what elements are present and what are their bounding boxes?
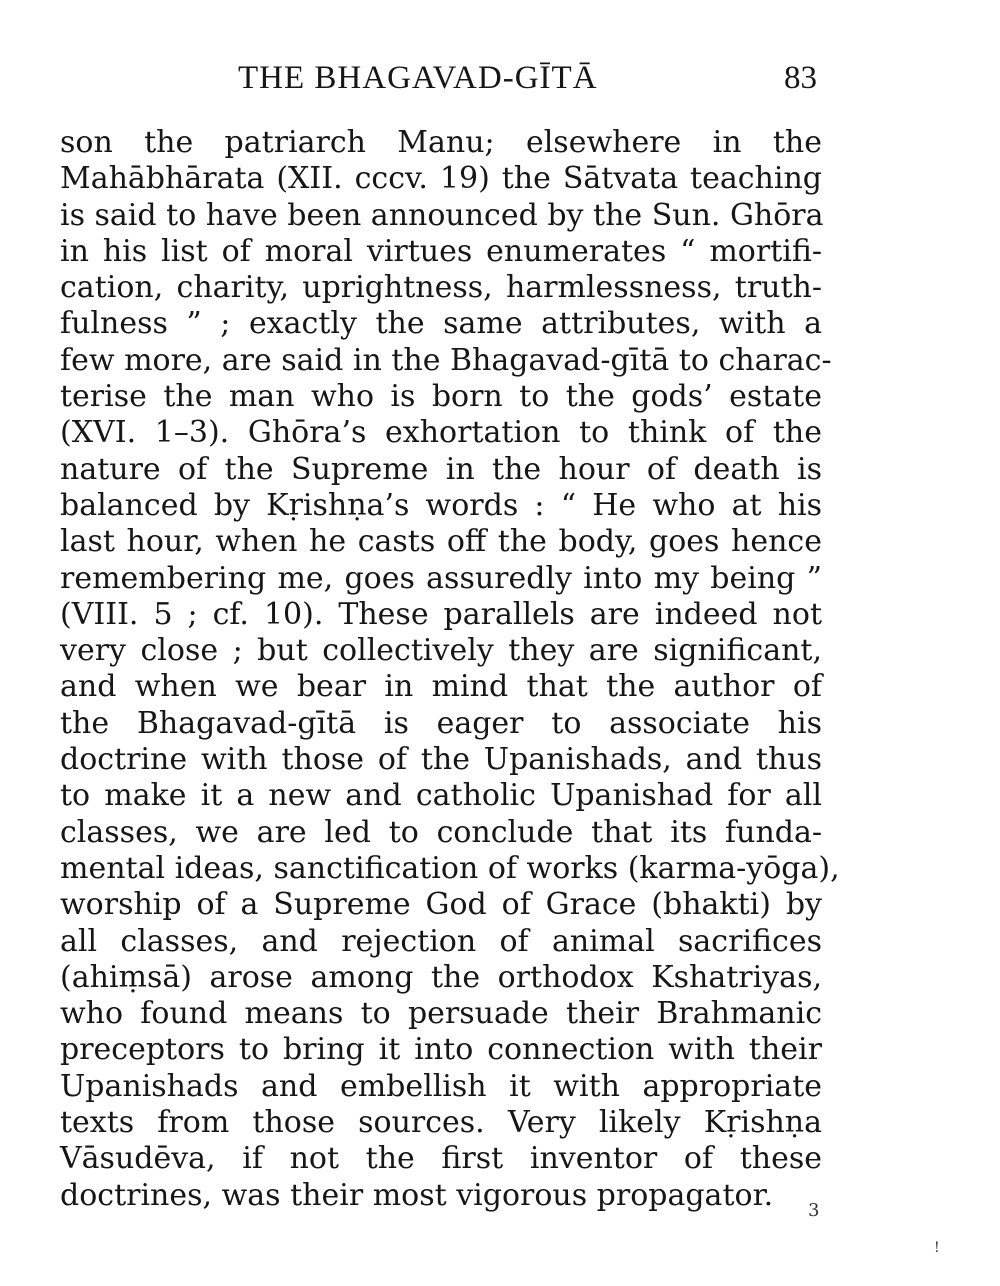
text-line: fulness ” ; exactly the same attributes, with a	[60, 306, 822, 342]
text-line: remembering me, goes assuredly into my being ”	[60, 560, 822, 596]
text-line: preceptors to bring it into connection with their	[60, 1032, 822, 1068]
text-line: is said to have been announced by the Sun. Ghōra	[60, 197, 824, 233]
text-line: son the patriarch Manu; elsewhere in the	[60, 125, 822, 160]
text-line: to make it a new and catholic Upanishad for all	[60, 778, 822, 814]
text-line: Upanishads and embellish it with appropriate	[60, 1068, 822, 1104]
text-line: terise the man who is born to the gods’ estate	[60, 379, 822, 415]
text-line: (XVI. 1–3). Ghōra’s exhortation to think of the	[60, 415, 822, 451]
text-line: last hour, when he casts off the body, goes hence	[60, 524, 822, 560]
text-line: (ahiṃsā) arose among the orthodox Kshatriyas,	[60, 959, 822, 995]
text-line: doctrine with those of the Upanishads, and thus	[60, 742, 822, 778]
text-line: texts from those sources. Very likely Kṛishṇa	[60, 1105, 822, 1141]
text-line: very close ; but collectively they are significant,	[60, 633, 822, 669]
text-line: few more, are said in the Bhagavad-gītā to charac-	[60, 342, 832, 378]
body-text	[60, 125, 840, 1214]
text-line: nature of the Supreme in the hour of death is	[60, 451, 822, 487]
text-line: all classes, and rejection of animal sacrifices	[60, 923, 822, 959]
text-line: Mahābhārata (XII. cccv. 19) the Sātvata teaching	[60, 161, 822, 197]
text-line: who found means to persuade their Brahmanic	[60, 996, 822, 1032]
corner-mark: !	[934, 1240, 940, 1256]
running-head-title: THE BHAGAVAD-GĪTĀ	[238, 60, 598, 96]
text-line: classes, we are led to conclude that its funda-	[60, 814, 822, 850]
text-line: mental ideas, sanctification of works (karma-yōga),	[60, 850, 840, 886]
text-line: cation, charity, uprightness, harmlessness, truth-	[60, 270, 822, 306]
text-line: in his list of moral virtues enumerates “ mortifi-	[60, 233, 822, 269]
text-line: Vāsudēva, if not the first inventor of these	[60, 1141, 822, 1177]
text-line: worship of a Supreme God of Grace (bhakti) by	[60, 887, 822, 923]
text-line: doctrines, was their most vigorous propagator.	[60, 1177, 774, 1213]
page-number: 83	[784, 60, 817, 96]
signature-mark: 3	[808, 1200, 820, 1221]
text-line: the Bhagavad-gītā is eager to associate his	[60, 705, 822, 741]
text-line: (VIII. 5 ; cf. 10). These parallels are indeed not	[60, 596, 822, 632]
text-line: and when we bear in mind that the author of	[60, 669, 822, 705]
text-line: balanced by Kṛishṇa’s words : “ He who at his	[60, 487, 822, 523]
